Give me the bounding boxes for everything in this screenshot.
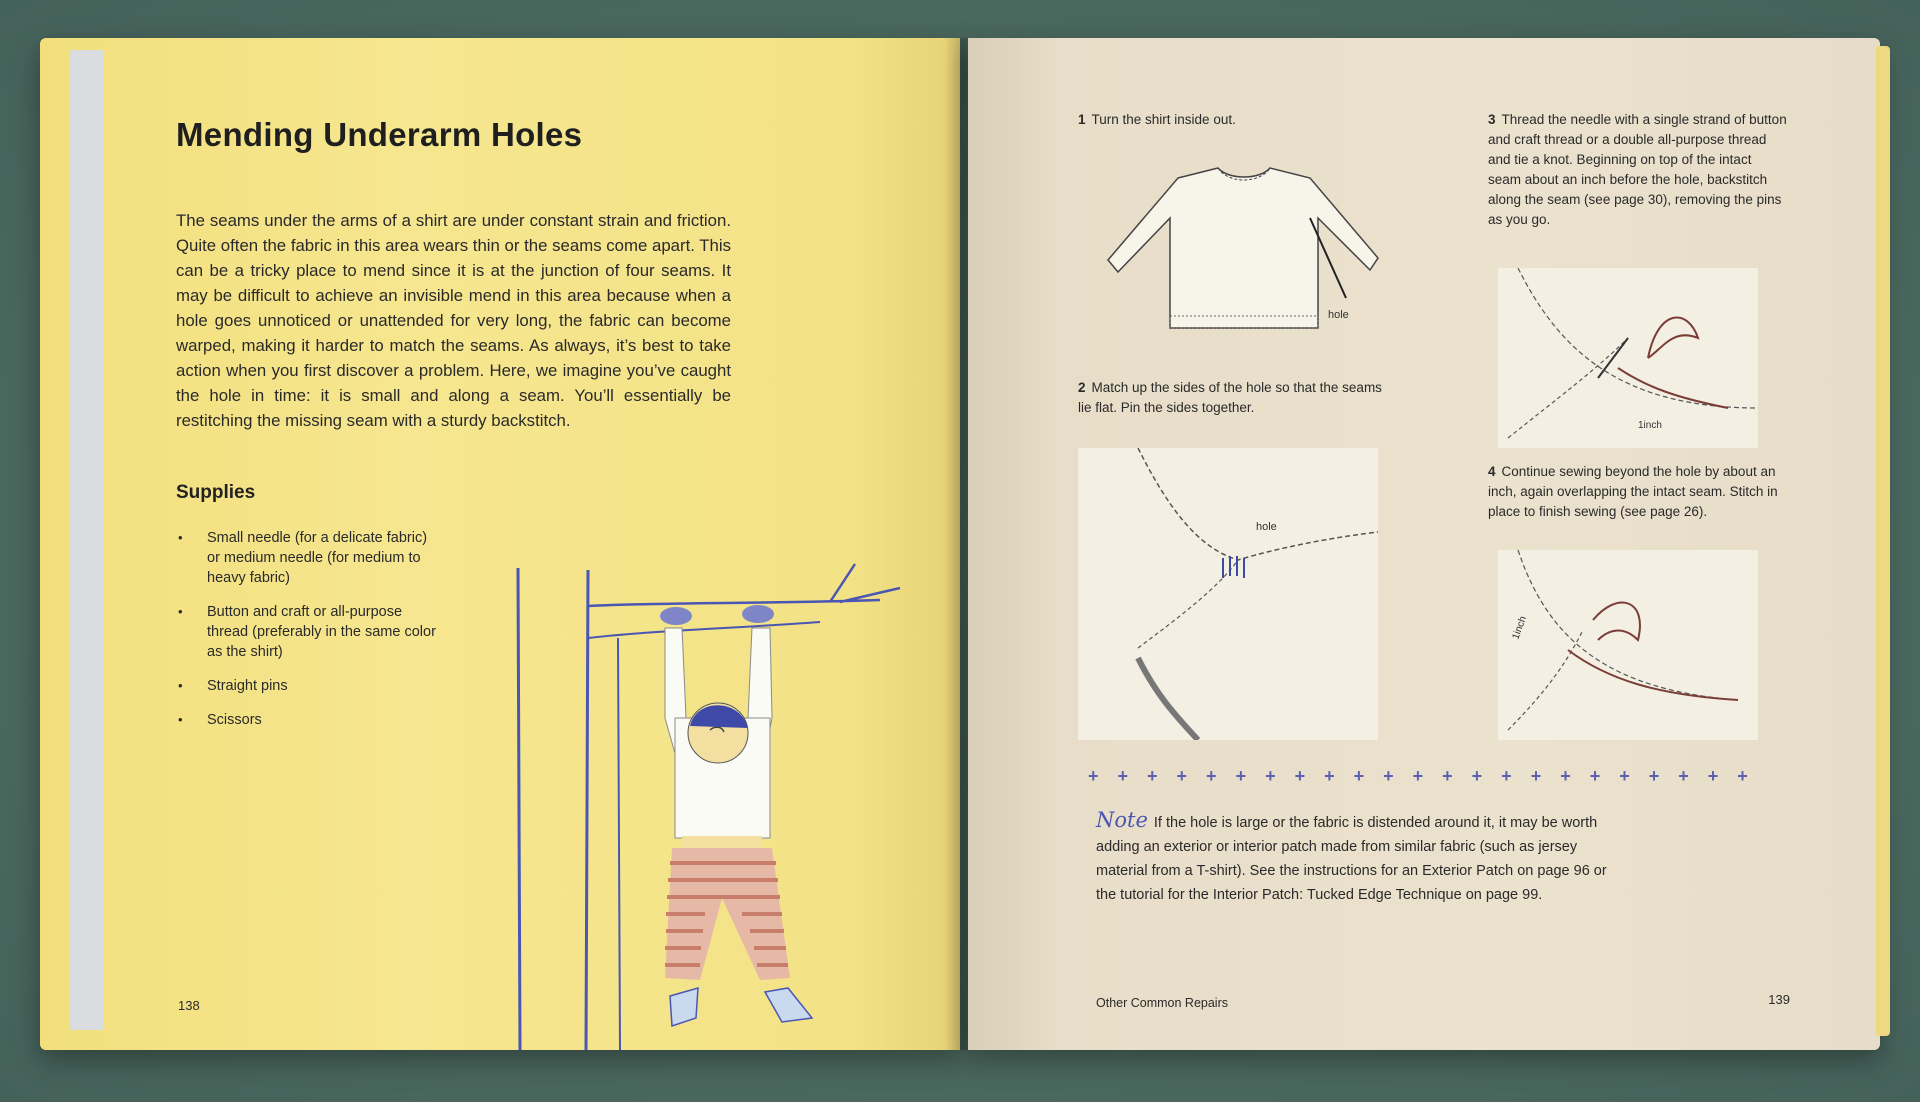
step-3: [1488, 110, 1788, 230]
finish-stitch-figure: [1498, 550, 1758, 740]
backstitch-figure: [1498, 268, 1758, 448]
page-number-right: 139: [1768, 992, 1790, 1007]
inch-label: 1inch: [1638, 420, 1662, 431]
step-number: 1: [1078, 112, 1086, 127]
step-text: Turn the shirt inside out.: [1091, 112, 1236, 127]
right-page: [968, 38, 1880, 1050]
step-text: Continue sewing beyond the hole by about an inch, again overlapping the intact seam. Stitch in place to finish sewing (see page 26).: [1488, 464, 1778, 519]
page-title: Mending Underarm Holes: [176, 116, 583, 153]
step-text: Match up the sides of the hole so that the seams lie flat. Pin the sides together.: [1078, 380, 1382, 415]
hole-label: hole: [1328, 309, 1349, 321]
running-footer: Other Common Repairs: [1096, 996, 1228, 1010]
supplies-heading: Supplies: [176, 482, 256, 503]
supply-item: • Scissors: [176, 710, 436, 730]
step-number: 3: [1488, 112, 1496, 127]
page-number-left: 138: [178, 998, 200, 1013]
pinned-seam-figure: [1078, 448, 1378, 740]
note-text: If the hole is large or the fabric is distended around it, it may be worth adding an exterior or interior patch made from similar fabric (such as jersey material from a T-shirt). See the instructions for an Exterior Patch on page 96 or the tutorial for the Interior Patch: Tucked Edge Technique on page 99.: [1096, 815, 1607, 903]
supply-item: • Button and craft or all-purpose thread (preferably in the same color as the shirt): [176, 602, 436, 662]
child-hanging-from-branch-illustration: [460, 518, 920, 1050]
note-block: [1096, 808, 1616, 907]
step-number: 2: [1078, 380, 1086, 395]
supply-item: • Small needle (for a delicate fabric) or medium needle (for medium to heavy fabric): [176, 528, 436, 588]
step-4: [1488, 462, 1788, 522]
note-label: Note: [1096, 808, 1148, 832]
step-text: Thread the needle with a single strand of button and craft thread or a double all-purpose thread and tie a knot. Beginning on top of the intact seam about an inch before the hole, backstitch along the seam (see page 30), removing the pins as you go.: [1488, 112, 1787, 227]
supplies-list: [176, 528, 436, 744]
supply-item: • Straight pins: [176, 676, 436, 696]
cross-stitch-divider: + + + + + + + + + + + + + + + + + + + + + + +: [1088, 766, 1755, 786]
hole-label: hole: [1256, 521, 1277, 533]
inch-label: 1inch: [1510, 614, 1529, 642]
left-page: [40, 38, 960, 1050]
step-2: [1078, 378, 1398, 418]
intro-paragraph: The seams under the arms of a shirt are under constant strain and friction. Quite often the fabric in this area wears thin or the seams come apart. This can be a tricky place to mend since it is at the junction of four seams. It may be difficult to achieve an invisible mend in this area because when a hole goes unnoticed or unattended for very long, the fabric can become warped, making it harder to match the seams. As always, it’s best to take action when you first discover a problem. Here, we imagine you’ve caught the hole in time: it is small and along a seam. You’ll essentially be restitching the missing seam with a sturdy backstitch.: [176, 211, 731, 430]
open-book: [40, 38, 1880, 1050]
inside-out-shirt-figure: [1078, 148, 1418, 348]
step-1: [1078, 110, 1378, 130]
step-number: 4: [1488, 464, 1496, 479]
